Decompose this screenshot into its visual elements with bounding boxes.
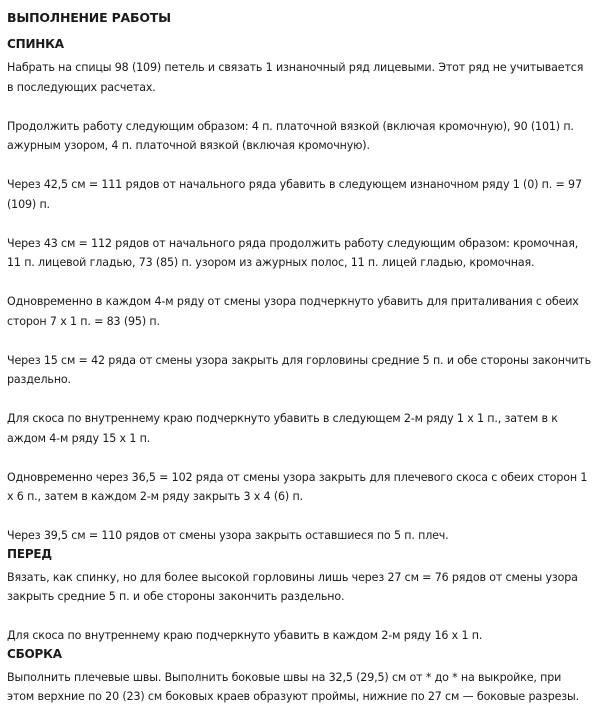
paragraph: Через 39,5 см = 110 рядов от смены узора закрыть оставшиеся по 5 п. плеч. xyxy=(7,529,449,542)
paragraph: Выполнить плечевые швы. Выполнить боковые швы на 32,5 (29,5) см от * до * на выкройке, при этом верхние по 20 (23) см боковых краев образуют проймы, нижние по 27 см — боковые разрезы. xyxy=(7,670,580,703)
paragraph: Набрать на спицы 98 (109) петель и связать 1 изнаночный ряд лицевыми. Этот ряд не учитывается в последующих расчетах. xyxy=(7,61,584,94)
paragraph: Для скоса по внутреннему краю подчеркнуто убавить в каждом 2-м ряду 16 х 1 п. xyxy=(7,629,483,642)
document-title: ВЫПОЛНЕНИЕ РАБОТЫ xyxy=(7,10,171,25)
paragraph: Для скоса по внутреннему краю подчеркнуто убавить в следующем 2-м ряду 1 х 1 п., затем в к аждом 4-м ряду 15 х 1 п. xyxy=(7,412,558,445)
paragraph: Продолжить работу следующим образом: 4 п. платочной вязкой (включая кромочную), 90 (101) п. ажурным узором, 4 п. платочной вязкой (включая кромочную). xyxy=(7,119,574,152)
paragraph: Вязать, как спинку, но для более высокой горловины лишь через 27 см = 76 рядов от смены узора закрыть средние 5 п. и обе стороны закончить раздельно. xyxy=(7,570,578,603)
section-heading-front: ПЕРЕД xyxy=(7,546,52,561)
paragraph: Через 15 см = 42 ряда от смены узора закрыть для горловины средние 5 п. и обе стороны закончить раздельно. xyxy=(7,353,592,386)
paragraph: Через 42,5 см = 111 рядов от начального ряда убавить в следующем изнаночном ряду 1 (0) п. = 97 (109) п. xyxy=(7,178,582,211)
section-heading-assembly: СБОРКА xyxy=(7,646,62,661)
paragraph: Одновременно в каждом 4-м ряду от смены узора подчеркнуто убавить для приталивания с обеих сторон 7 х 1 п. = 83 (95) п. xyxy=(7,295,579,328)
section-heading-back: СПИНКА xyxy=(7,37,64,51)
paragraph: Через 43 см = 112 рядов от начального ряда продолжить работу следующим образом: кромочная, 11 п. лицевой гладью, 73 (85) п. узором из ажурных полос, 11 п. лицей гладью, кромочная. xyxy=(7,236,579,269)
paragraph: Одновременно через 36,5 = 102 ряда от смены узора закрыть для плечевого скоса с обеих сторон 1 х 6 п., затем в каждом 2-м ряду закрыть 3 х 4 (6) п. xyxy=(7,470,588,503)
